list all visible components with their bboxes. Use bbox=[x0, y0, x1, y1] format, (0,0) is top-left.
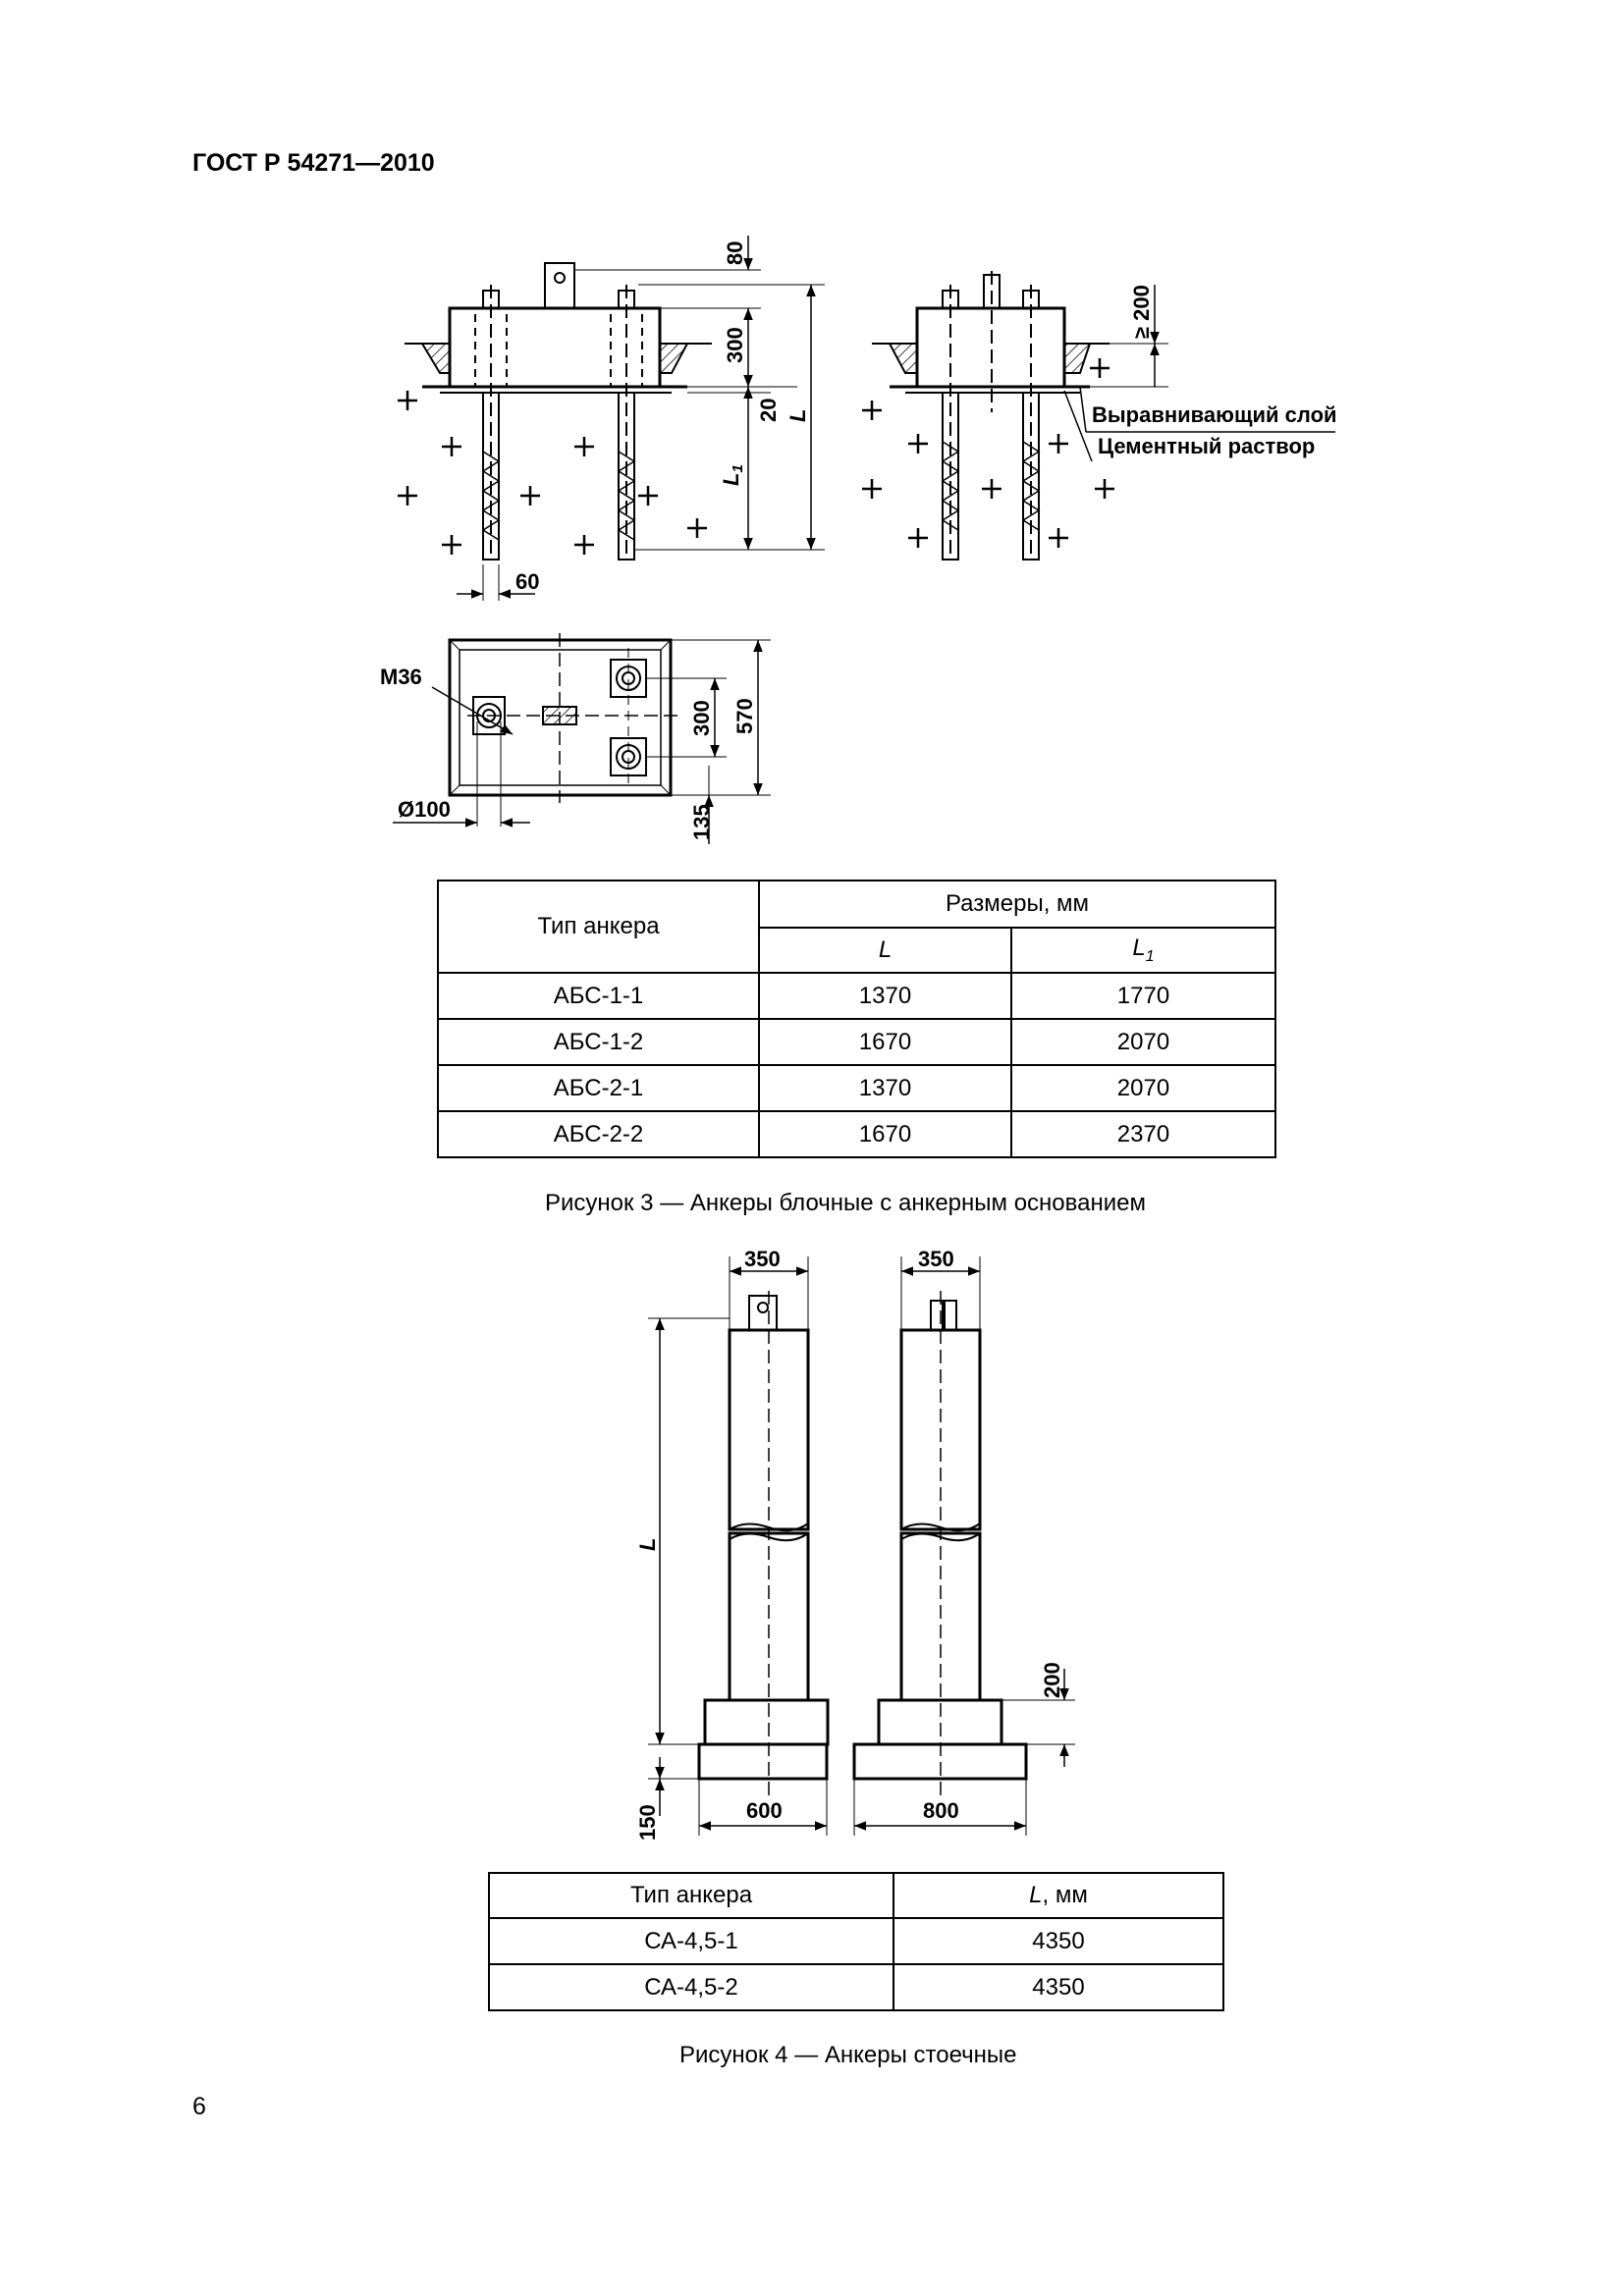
dim-dia100: Ø100 bbox=[398, 797, 451, 822]
dim-L-column: L bbox=[635, 1537, 660, 1551]
header-L: L bbox=[759, 928, 1011, 973]
header-anchor-type: Тип анкера bbox=[489, 1873, 893, 1918]
dim-200-column: 200 bbox=[1040, 1662, 1064, 1698]
dim-L: L bbox=[785, 408, 810, 422]
header-sizes: Размеры, мм bbox=[759, 881, 1275, 928]
label-cement-mortar: Цементный раствор bbox=[1098, 434, 1316, 458]
dim-600: 600 bbox=[746, 1798, 783, 1823]
dim-L1: L1 bbox=[719, 464, 746, 486]
dim-300-plan: 300 bbox=[689, 700, 714, 736]
figure3-caption: Рисунок 3 — Анкеры блочные с анкерным основанием bbox=[545, 1190, 1146, 1216]
dim-150-column: 150 bbox=[635, 1804, 660, 1841]
dim-300: 300 bbox=[723, 327, 747, 363]
dim-800: 800 bbox=[923, 1798, 959, 1823]
header-L-mm: L, мм bbox=[893, 1873, 1223, 1918]
column-anchor-right bbox=[854, 1256, 1075, 1836]
label-leveling-layer: Выравнивающий слой bbox=[1092, 402, 1337, 427]
dim-60: 60 bbox=[515, 569, 540, 594]
table-row: СА-4,5-1 4350 bbox=[489, 1918, 1223, 1964]
document-header: ГОСТ Р 54271—2010 bbox=[192, 149, 435, 177]
table-row: АБС-2-2 1670 2370 bbox=[438, 1111, 1275, 1157]
dim-20: 20 bbox=[756, 398, 781, 422]
dim-200: ≥ 200 bbox=[1129, 285, 1154, 339]
page-number: 6 bbox=[192, 2093, 206, 2120]
figure4-table bbox=[488, 1872, 1224, 2011]
dim-350-left: 350 bbox=[744, 1247, 781, 1271]
dim-80: 80 bbox=[723, 240, 747, 265]
dim-350-right: 350 bbox=[918, 1247, 954, 1271]
table-row: АБС-1-1 1370 1770 bbox=[438, 973, 1275, 1019]
table-row: СА-4,5-2 4350 bbox=[489, 1964, 1223, 2010]
column-anchor-left bbox=[648, 1256, 828, 1836]
dim-135: 135 bbox=[689, 804, 714, 840]
header-L1: $L_1$ bbox=[1011, 928, 1275, 973]
table-row: АБС-2-1 1370 2070 bbox=[438, 1065, 1275, 1111]
dim-570: 570 bbox=[732, 698, 757, 734]
header-anchor-type: Тип анкера bbox=[438, 881, 759, 973]
dim-m36: M36 bbox=[380, 665, 422, 689]
figure4-caption: Рисунок 4 — Анкеры стоечные bbox=[679, 2042, 1017, 2068]
table-row: АБС-1-2 1670 2070 bbox=[438, 1019, 1275, 1065]
